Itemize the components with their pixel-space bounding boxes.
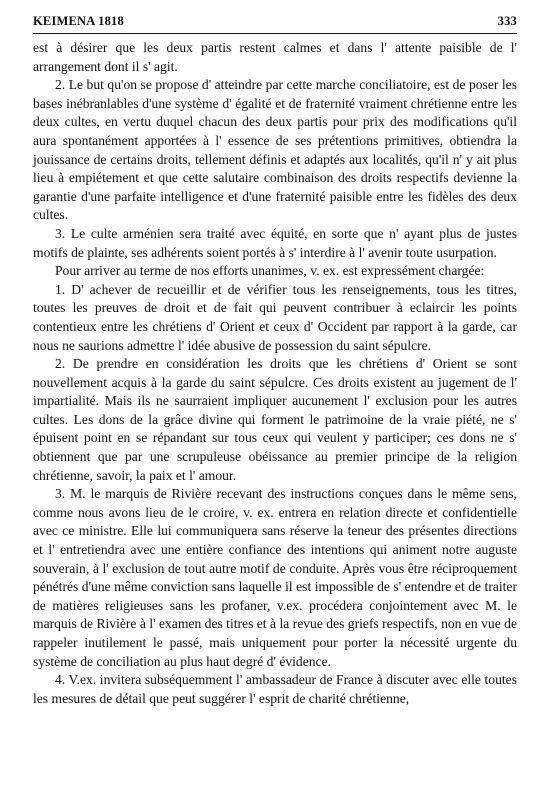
paragraph: 1. D' achever de recueillir et de vérifier tous les renseignements, tous les titres, toutes les preuves de droit et de fait qui peuvent contribuer à eclaircir les points contentieux entre les chrétiens d' Orient et ceux d' Occident par rapport à la garde, car nous ne saurions admettre l' idée abusive de possession du saint sépulcre.: [33, 281, 517, 353]
paragraph: 4. V.ex. invitera subséquemment l' ambassadeur de France à discuter avec elle toutes les mesures de détail que peut suggérer l' esprit de charité chrétienne,: [33, 672, 517, 706]
paragraph: 3. M. le marquis de Rivière recevant des instructions conçues dans le même sens, comme nous avons lieu de le croire, v. ex. entrera en relation directe et confidentielle avec ce ministre. Elle lui communiquera sans réserve la teneur des présentes directions et l' entretiendra avec une entière confiance des intentions qui animent notre auguste souverain, à l' exclusion de tout autre motif de conduite. Après vous être réciproquement pénétrés d'une même conviction sans laquelle il est impossible de s' entendre et de traiter de matières religieuses sans les profaner, v.ex. procédera conjointement avec M. le marquis de Rivière à l' examen des titres et à la revue des griefs respectifs, non en vue de rappeler inutilement le passé, mais uniquement pour porter la nécessité urgente du système de conciliation au plus haut degré d' évidence.: [33, 486, 517, 669]
page-number: 333: [497, 14, 517, 28]
running-header: [33, 14, 517, 34]
body-text: [33, 39, 517, 708]
running-title: KEIMENA 1818: [33, 14, 124, 28]
document-page: [33, 14, 517, 708]
paragraph: 3. Le culte arménien sera traité avec équité, en sorte que n' ayant plus de justes motifs de plainte, ses adhérents soient portés à s' interdire à l' avenir toute usurpation.: [33, 225, 517, 260]
paragraph: 2. Le but qu'on se propose d' atteindre par cette marche conciliatoire, est de poser les bases inébranlables d'une système d' égalité et de fraternité vraiment chrétienne entre les deux cultes, en vertu duquel chacun des deux partis pour prix des modifications qu'il aura spontanément apportées à l' essence de ses prétentions primitives, obtiendra la jouissance de certains droits, tellement définis et adaptés aux localités, qu'il n' y ait plus lieu à empiétement et que cette salutaire combinaison des droits respectifs devienne la garantie d'une parfaite intelligence et d'une fraternité paisible entre les fidèles des deux cultes.: [33, 77, 517, 223]
paragraph: Pour arriver au terme de nos efforts unanimes, v. ex. est expressément chargée:: [55, 263, 485, 279]
paragraph: 2. De prendre en considération les droits que les chrétiens d' Orient se sont nouvellement acquis à la garde du saint sépulcre. Ces droits existent au jugement de l' impartialité. Mais ils ne saurraient impliquer aucunement l' exclusion pour les autres cultes. Les dons de la grâce divine qui forment le patrimoine de la vraie piété, ne s' épuisent point en se répandant sur tous ceux qui veulent y participer; ces dons ne s' obtiennent que par une scrupuleuse obéissance au premier principe de la religion chrétienne, savoir, la paix et l' amour.: [33, 356, 517, 483]
paragraph: est à désirer que les deux partis restent calmes et dans l' attente paisible de l' arrangement dont il s' agit.: [33, 40, 517, 74]
